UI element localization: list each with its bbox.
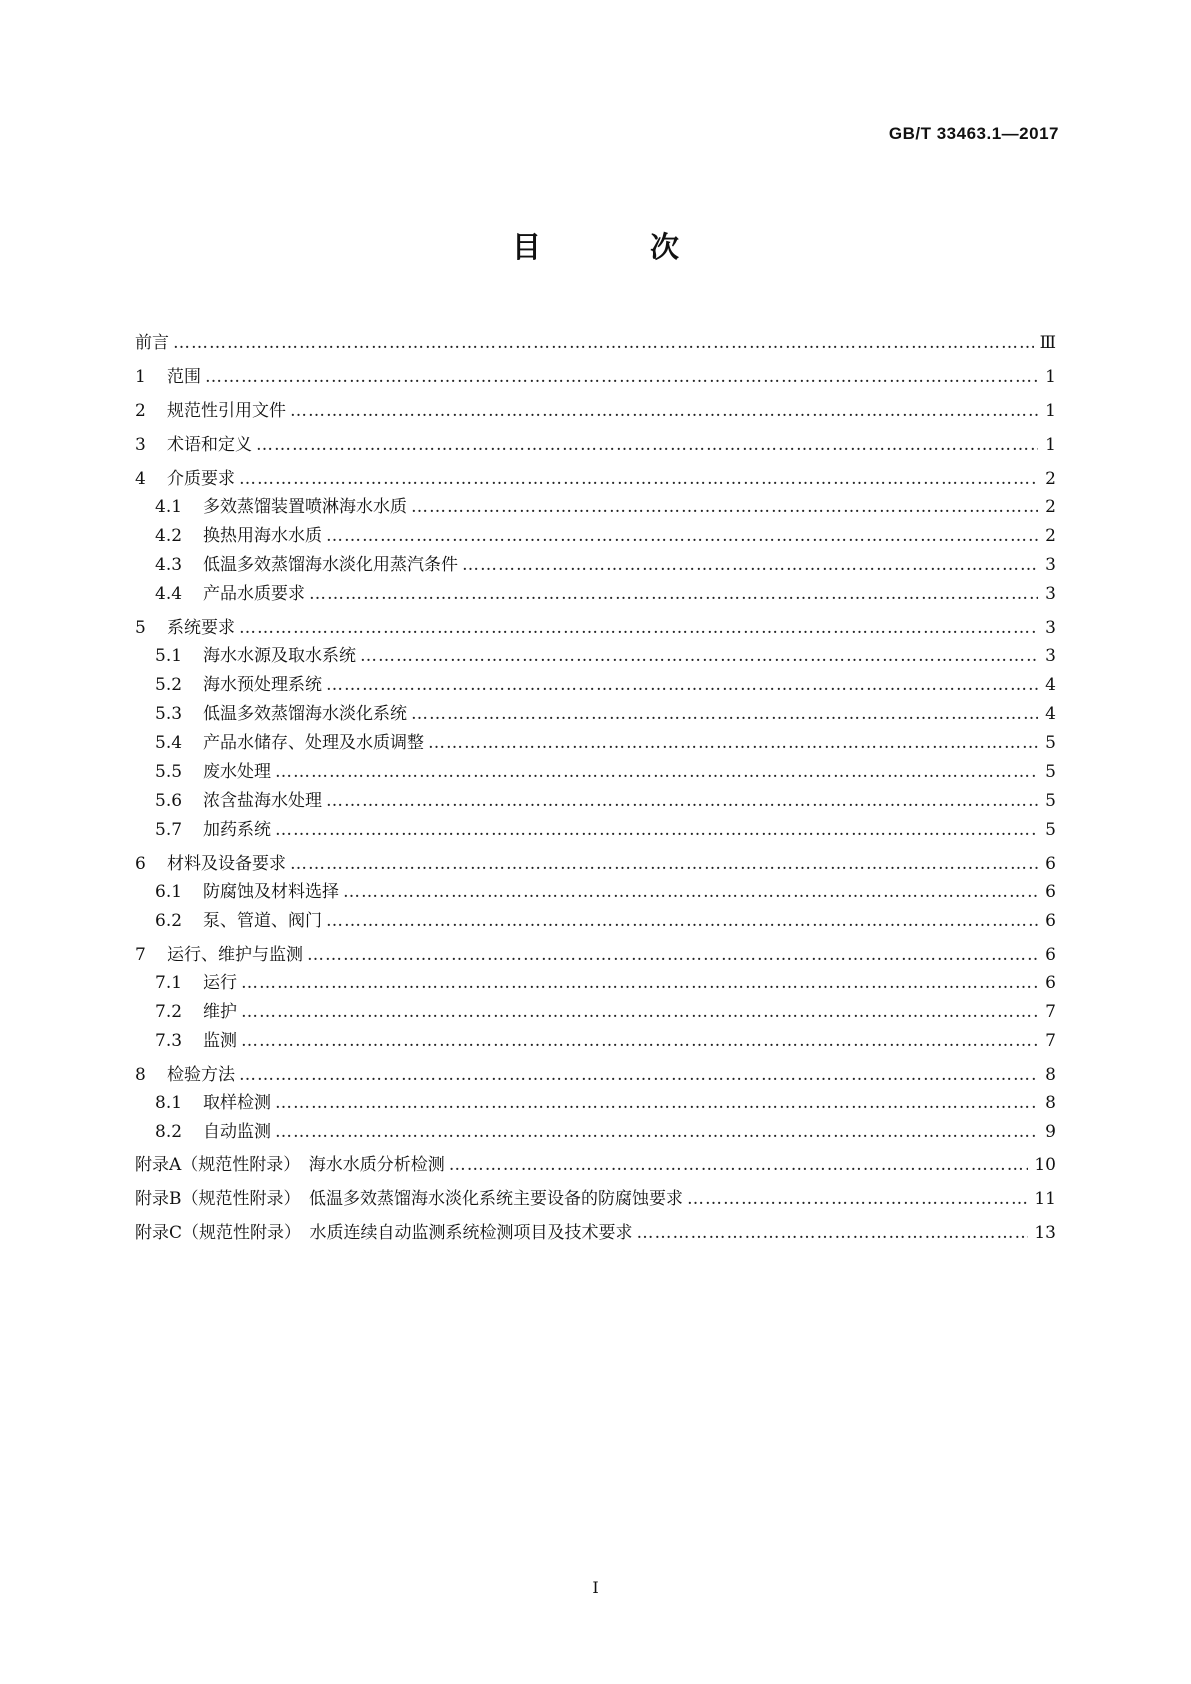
toc-entry-label: 产品水质要求 [203, 584, 305, 604]
toc-entry[interactable] [135, 1152, 1056, 1178]
dot-leader [239, 615, 1038, 641]
dot-leader [428, 730, 1038, 756]
toc-entry[interactable] [135, 879, 1056, 905]
toc-entry-page: 1 [1045, 435, 1056, 455]
toc-entry[interactable] [135, 552, 1056, 578]
toc-entry[interactable] [135, 1028, 1056, 1054]
toc-entry-page: 1 [1045, 401, 1056, 421]
toc-entry-page: 2 [1045, 526, 1056, 546]
dot-leader [241, 1028, 1038, 1054]
toc-entry-number: 5.3 [155, 704, 183, 724]
dot-leader [326, 523, 1038, 549]
standard-code: GB/T 33463.1—2017 [888, 124, 1059, 143]
toc-entry-label: 泵、管道、阀门 [203, 911, 322, 931]
dot-leader [256, 432, 1038, 458]
toc-entry[interactable] [135, 999, 1056, 1025]
toc-entry-number: 4.3 [155, 555, 183, 575]
toc-entry-label: 浓含盐海水处理 [203, 791, 322, 811]
toc-entry-label: 低温多效蒸馏海水淡化系统 [203, 704, 407, 724]
toc-entry[interactable] [135, 788, 1056, 814]
toc-entry-label: 海水预处理系统 [203, 675, 322, 695]
toc-entry-number: 6.1 [155, 882, 183, 902]
dot-leader [205, 364, 1038, 390]
toc-entry-label: 材料及设备要求 [167, 854, 286, 874]
toc-entry-page: 8 [1045, 1093, 1056, 1113]
dot-leader [360, 643, 1038, 669]
toc-entry-number: 4.1 [155, 497, 183, 517]
toc-entry-label: 监测 [203, 1031, 237, 1051]
toc-entry-page: 6 [1045, 854, 1056, 874]
toc-entry-number: 5.1 [155, 646, 183, 666]
dot-leader [290, 851, 1038, 877]
toc-entry-page: 9 [1045, 1122, 1056, 1142]
toc-entry-page: 7 [1045, 1002, 1056, 1022]
toc-entry[interactable] [135, 398, 1056, 424]
toc-entry[interactable] [135, 1119, 1056, 1145]
toc-entry-page: 8 [1045, 1065, 1056, 1085]
dot-leader [687, 1186, 1028, 1212]
toc-entry-page: 5 [1045, 820, 1056, 840]
toc-entry-page: 3 [1045, 555, 1056, 575]
toc-entry-page: 4 [1045, 704, 1056, 724]
toc-entry-label: 运行、维护与监测 [167, 945, 303, 965]
toc-entry-page: 13 [1034, 1223, 1056, 1243]
toc-entry[interactable] [135, 615, 1056, 641]
toc-entry-label: 术语和定义 [167, 435, 252, 455]
toc-entry-page: 5 [1045, 733, 1056, 753]
toc-entry[interactable] [135, 730, 1056, 756]
toc-entry-page: 1 [1045, 367, 1056, 387]
dot-leader [275, 1090, 1038, 1116]
toc-entry[interactable] [135, 970, 1056, 996]
toc-entry-number: 7 [135, 945, 146, 965]
toc-entry[interactable] [135, 1220, 1056, 1246]
dot-leader [343, 879, 1038, 905]
toc-entry-number: 5.7 [155, 820, 183, 840]
toc-entry-label: 运行 [203, 973, 237, 993]
toc-entry-page: 3 [1045, 584, 1056, 604]
toc-entry-label: 前言 [135, 333, 169, 353]
toc-entry[interactable] [135, 817, 1056, 843]
toc-entry-label: 附录A（规范性附录） 海水水质分析检测 [135, 1155, 445, 1175]
dot-leader [411, 701, 1038, 727]
dot-leader [275, 817, 1038, 843]
toc-entry-number: 5.6 [155, 791, 183, 811]
toc-entry-label: 系统要求 [167, 618, 235, 638]
toc-entry-number: 2 [135, 401, 146, 421]
toc-entry-label: 产品水储存、处理及水质调整 [203, 733, 424, 753]
toc-entry-label: 加药系统 [203, 820, 271, 840]
toc-entry-page: 2 [1045, 497, 1056, 517]
toc-entry-number: 8.1 [155, 1093, 183, 1113]
toc-entry-number: 4.2 [155, 526, 183, 546]
toc-entry-page: 4 [1045, 675, 1056, 695]
toc-entry-label: 多效蒸馏装置喷淋海水水质 [203, 497, 407, 517]
toc-entry-page: 5 [1045, 762, 1056, 782]
dot-leader [411, 494, 1038, 520]
toc-entry-label: 规范性引用文件 [167, 401, 286, 421]
toc-entry[interactable] [135, 643, 1056, 669]
toc-entry-number: 5.5 [155, 762, 183, 782]
toc-entry[interactable] [135, 330, 1056, 356]
toc-entry-page: 6 [1045, 945, 1056, 965]
toc-entry[interactable] [135, 581, 1056, 607]
toc-entry-page: 5 [1045, 791, 1056, 811]
toc-entry[interactable] [135, 759, 1056, 785]
toc-entry-number: 8 [135, 1065, 146, 1085]
toc-entry-label: 低温多效蒸馏海水淡化用蒸汽条件 [203, 555, 458, 575]
page-title: 目 次 [511, 230, 719, 264]
toc-entry-page: 6 [1045, 973, 1056, 993]
toc-entry-number: 7.3 [155, 1031, 183, 1051]
dot-leader [309, 581, 1038, 607]
toc-entry-label: 附录C（规范性附录） 水质连续自动监测系统检测项目及技术要求 [135, 1223, 633, 1243]
toc-entry-number: 7.1 [155, 973, 183, 993]
toc-entry-page: 7 [1045, 1031, 1056, 1051]
toc-entry-label: 范围 [167, 367, 201, 387]
toc-entry[interactable] [135, 851, 1056, 877]
toc-entry-label: 维护 [203, 1002, 237, 1022]
toc-entry-page: 11 [1034, 1189, 1056, 1209]
dot-leader [173, 330, 1034, 356]
toc-entry-page: 6 [1045, 911, 1056, 931]
toc-entry-page: 6 [1045, 882, 1056, 902]
toc-entry-page: 10 [1034, 1155, 1056, 1175]
dot-leader [275, 1119, 1038, 1145]
toc-entry-label: 海水水源及取水系统 [203, 646, 356, 666]
toc-entry[interactable] [135, 1186, 1056, 1212]
toc-entry-label: 检验方法 [167, 1065, 235, 1085]
toc-entry-page: 2 [1045, 469, 1056, 489]
toc-entry-number: 4.4 [155, 584, 183, 604]
toc-entry-number: 3 [135, 435, 146, 455]
toc-entry-number: 1 [135, 367, 146, 387]
toc-entry[interactable] [135, 523, 1056, 549]
dot-leader [275, 759, 1038, 785]
page-number: I [592, 1578, 599, 1597]
toc-entry[interactable] [135, 364, 1056, 390]
dot-leader [241, 970, 1038, 996]
dot-leader [326, 908, 1038, 934]
toc-entry[interactable] [135, 1062, 1056, 1088]
toc-entry[interactable] [135, 942, 1056, 968]
dot-leader [326, 672, 1038, 698]
dot-leader [462, 552, 1038, 578]
toc-entry-label: 附录B（规范性附录） 低温多效蒸馏海水淡化系统主要设备的防腐蚀要求 [135, 1189, 683, 1209]
toc-entry-label: 防腐蚀及材料选择 [203, 882, 339, 902]
toc-entry-label: 换热用海水水质 [203, 526, 322, 546]
dot-leader [326, 788, 1038, 814]
toc-entry[interactable] [135, 494, 1056, 520]
toc-entry[interactable] [135, 701, 1056, 727]
toc-entry-label: 取样检测 [203, 1093, 271, 1113]
toc-entry-page: 3 [1045, 646, 1056, 666]
toc-entry-page: Ⅲ [1039, 333, 1056, 353]
dot-leader [239, 1062, 1038, 1088]
dot-leader [637, 1220, 1029, 1246]
toc-entry-number: 5.4 [155, 733, 183, 753]
toc-entry-label: 废水处理 [203, 762, 271, 782]
dot-leader [241, 999, 1038, 1025]
toc-entry-number: 5 [135, 618, 146, 638]
toc-entry-number: 4 [135, 469, 146, 489]
toc-entry-number: 5.2 [155, 675, 183, 695]
toc-entry-label: 介质要求 [167, 469, 235, 489]
toc-entry-page: 3 [1045, 618, 1056, 638]
dot-leader [239, 466, 1038, 492]
dot-leader [290, 398, 1038, 424]
toc-entry-number: 7.2 [155, 1002, 183, 1022]
toc-entry[interactable] [135, 466, 1056, 492]
toc-entry-number: 6 [135, 854, 146, 874]
dot-leader [307, 942, 1038, 968]
dot-leader [449, 1152, 1029, 1178]
toc-entry[interactable] [135, 1090, 1056, 1116]
toc-entry-number: 8.2 [155, 1122, 183, 1142]
toc-entry-label: 自动监测 [203, 1122, 271, 1142]
toc-entry[interactable] [135, 672, 1056, 698]
toc-entry-number: 6.2 [155, 911, 183, 931]
toc-entry[interactable] [135, 908, 1056, 934]
toc-entry[interactable] [135, 432, 1056, 458]
